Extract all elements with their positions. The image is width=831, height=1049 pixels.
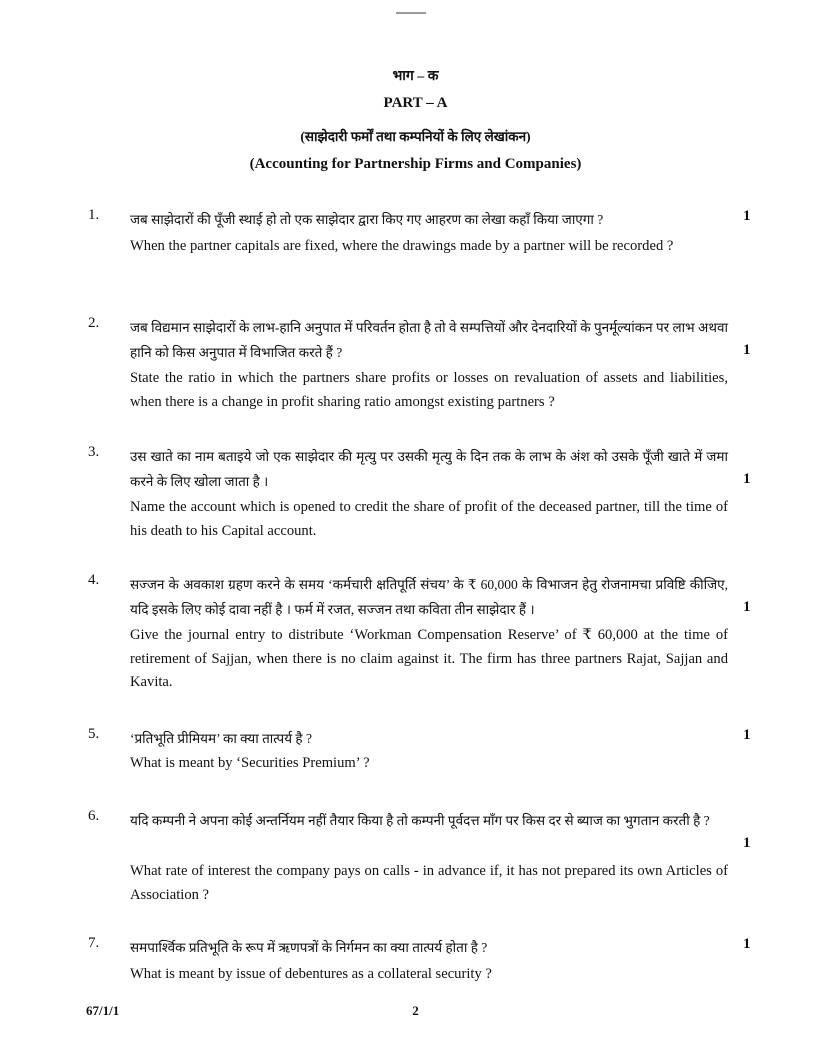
- question-number: 1.: [88, 207, 100, 223]
- question-english-text: State the ratio in which the partners share profits or losses on revaluation of assets and liabilities, when there is a change in profit sharing ratio amongst existing partners ?: [130, 370, 728, 410]
- page-number: 2: [412, 1003, 419, 1018]
- question-marks: 1: [743, 599, 751, 615]
- section-title: (Accounting for Partnership Firms and Companies): [249, 156, 582, 172]
- question-number: 4.: [88, 572, 100, 588]
- question-marks: 1: [743, 835, 751, 851]
- question-marks: 1: [743, 727, 751, 743]
- question-marks: 1: [743, 342, 751, 358]
- question-hindi-text: जब साझेदारों की पूँजी स्थाई हो तो एक साझेदार द्वारा किए गए आहरण का लेखा कहाँ किया जाएगा ?: [130, 212, 604, 227]
- hindi-part-heading: भाग – क: [392, 69, 439, 84]
- question-marks: 1: [743, 471, 751, 487]
- question-number: 5.: [88, 726, 100, 742]
- hindi-section-title: (साझेदारी फर्मों तथा कम्पनियों के लिए लेखांकन): [300, 129, 531, 144]
- question-hindi-text: सज्जन के अवकाश ग्रहण करने के समय ‘कर्मचारी क्षतिपूर्ति संचय’ के ₹ 60,000 के विभाजन हेतु रोजनामचा प्रविष्टि कीजिए, यदि इसके लिए कोई दावा नहीं है । फर्म में रजत, सज्जन तथा कविता तीन साझेदार हैं ।: [130, 577, 728, 617]
- question-hindi-text: ‘प्रतिभूति प्रीमियम’ का क्या तात्पर्य है ?: [130, 731, 312, 746]
- question-english-text: What is meant by issue of debentures as a collateral security ?: [130, 966, 492, 982]
- question-hindi-text: यदि कम्पनी ने अपना कोई अन्तर्नियम नहीं तैयार किया है तो कम्पनी पूर्वदत्त माँग पर किस दर से ब्याज का भुगतान करती है ?: [130, 813, 710, 828]
- paper-code: 67/1/1: [86, 1003, 120, 1018]
- question-hindi-text: समपार्श्विक प्रतिभूति के रूप में ऋणपत्रों के निर्गमन का क्या तात्पर्य होता है ?: [130, 940, 488, 955]
- question-number: 2.: [88, 315, 100, 331]
- question-english-text: Name the account which is opened to credit the share of profit of the deceased partner, till the time of his death to his Capital account.: [130, 499, 728, 539]
- question-hindi-text: उस खाते का नाम बताइये जो एक साझेदार की मृत्यु पर उसकी मृत्यु के दिन तक के लाभ के अंश को उसके पूँजी खाते में जमा करने के लिए खोला जाता है ।: [130, 449, 728, 489]
- question-english-text: When the partner capitals are fixed, where the drawings made by a partner will be recorded ?: [130, 238, 674, 254]
- top-mark: [396, 12, 426, 14]
- part-heading: PART – A: [383, 95, 448, 111]
- question-english-text: Give the journal entry to distribute ‘Workman Compensation Reserve’ of ₹ 60,000 at the time of retirement of Sajjan, when there is no claim against it. The firm has three partners Rajat, Sajjan and Kavita.: [130, 627, 728, 690]
- question-english-text: What rate of interest the company pays on calls - in advance if, it has not prepared its own Articles of Association ?: [130, 863, 728, 903]
- question-english-text: What is meant by ‘Securities Premium’ ?: [130, 755, 370, 771]
- question-number: 6.: [88, 808, 100, 824]
- question-marks: 1: [743, 936, 751, 952]
- question-hindi-text: जब विद्यमान साझेदारों के लाभ-हानि अनुपात में परिवर्तन होता है तो वे सम्पत्तियों और देनदारियों के पुनर्मूल्यांकन पर लाभ अथवा हानि को किस अनुपात में विभाजित करते हैं ?: [130, 320, 728, 360]
- question-number: 3.: [88, 444, 100, 460]
- question-marks: 1: [743, 208, 751, 224]
- question-number: 7.: [88, 935, 100, 951]
